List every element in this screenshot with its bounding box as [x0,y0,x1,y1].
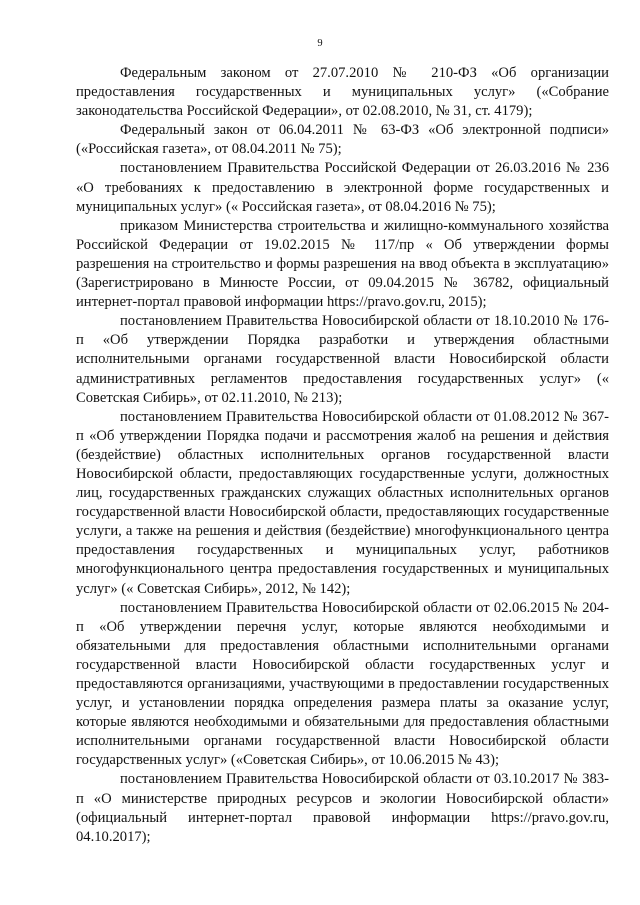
document-body [76,64,609,847]
paragraph-regional-decree-367: постановлением Правительства Новосибирской области от 01.08.2012 № 367-п «Об утверждении Порядка подачи и рассмотрения жалоб на решения и действия (бездействие) областных исполнительных органов государственной власти Новосибирской области, предоставляющих государственные услуги, должностных лиц, государственных гражданских служащих областных исполнительных органов государственной власти Новосибирской области, предоставляющих государственные услуги, а также на решения и действия (бездействие) многофункционального центра предоставления государственных и муниципальных услуг, работников многофункционального центра предоставления государственных и муниципальных услуг» (« Советская Сибирь», 2012, № 142); [76,408,609,597]
paragraph-ministry-order-117: приказом Министерства строительства и жилищно-коммунального хозяйства Российской Федерации от 19.02.2015 № 117/пр « Об утверждении формы разрешения на строительство и формы разрешения на ввод объекта в эксплуатацию» (Зарегистрировано в Минюсте России, от 09.04.2015 № 36782, официальный интернет-портал правовой информации https://pravo.gov.ru, 2015); [76,217,609,311]
paragraph-federal-law-63: Федеральный закон от 06.04.2011 № 63-ФЗ «Об электронной подписи» («Российская газета», от 08.04.2011 № 75); [76,122,609,158]
paragraph-regional-decree-204: постановлением Правительства Новосибирской области от 02.06.2015 № 204-п «Об утверждении перечня услуг, которые являются необходимыми и обязательными для предоставления областными исполнительными органами государственной власти Новосибирской области государственных услуг и предоставляются организациями, участвующими в предоставлении государственных услуг, и установлении порядка определения размера платы за оказание услуг, которые являются необходимыми и обязательными для предоставления областными исполнительными органами государственной власти Новосибирской области государственных услуг» («Советская Сибирь», от 10.06.2015 № 43); [76,599,609,769]
page-number: 9 [317,38,323,49]
paragraph-regional-decree-383: постановлением Правительства Новосибирской области от 03.10.2017 № 383-п «О министерстве природных ресурсов и экологии Новосибирской области» (официальный интернет-портал правовой информации https://pravo.gov.ru, 04.10.2017); [76,771,609,845]
paragraph-federal-law-210: Федеральным законом от 27.07.2010 № 210-ФЗ «Об организации предоставления государственных и муниципальных услуг» («Собрание законодательства Российской Федерации», от 02.08.2010, № 31, ст. 4179); [76,65,609,120]
paragraph-regional-decree-176: постановлением Правительства Новосибирской области от 18.10.2010 № 176-п «Об утверждении Порядка разработки и утверждения областными исполнительными органами государственной власти Новосибирской области административных регламентов предоставления государственных услуг» (« Советская Сибирь», от 02.11.2010, № 213); [76,313,609,406]
paragraph-government-decree-236: постановлением Правительства Российской Федерации от 26.03.2016 № 236 «О требованиях к предоставлению в электронной форме государственных и муниципальных услуг» (« Российская газета», от 08.04.2016 № 75); [76,160,609,215]
